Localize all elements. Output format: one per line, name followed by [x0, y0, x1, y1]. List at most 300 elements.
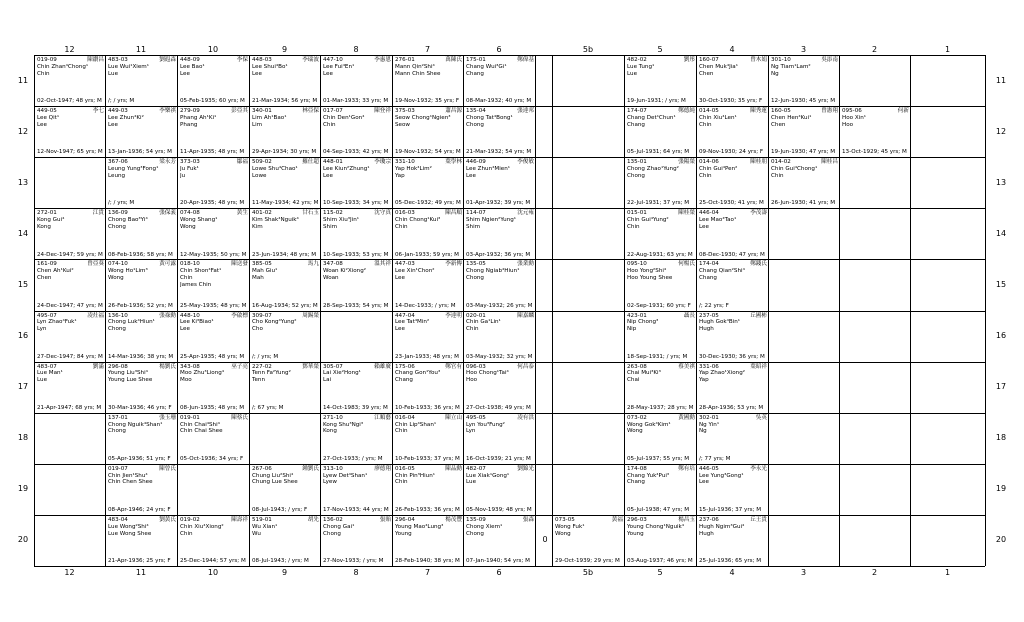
plot-id: 015-01	[627, 210, 647, 217]
english-name: Woan	[323, 275, 339, 282]
romanized-name: Lue Wui¹Xiem¹	[108, 63, 149, 70]
romanized-name: Chin Chai⁴Shi⁴	[180, 421, 220, 428]
plot-record-cell[interactable]	[464, 312, 535, 362]
romanized-name: Mann Qin²Shi⁴	[395, 63, 435, 70]
plot-id: 482-02	[627, 57, 647, 63]
plot-id: 074-08	[180, 210, 200, 217]
plot-id: 449-03	[108, 108, 128, 115]
plot-id: 135-04	[466, 108, 486, 115]
romanized-name: Kong Gui⁴	[37, 217, 65, 224]
plot-id: 073-05	[555, 516, 575, 523]
chinese-name: 陳桂昌	[821, 159, 838, 166]
chinese-name: 蕭昌源	[445, 108, 462, 115]
chinese-name: 陳曾氏	[159, 465, 176, 472]
romanized-name: Chong Ngiab⁴Hiun¹	[466, 268, 520, 275]
romanized-name: Lyew Det⁴Shan¹	[323, 472, 368, 479]
chinese-name: 陳立山	[445, 414, 462, 421]
chinese-name: 巫子亮	[231, 363, 248, 370]
death-date-age-sex: 04-Sep-1933; 42 yrs; M	[323, 149, 389, 156]
death-date-age-sex: /; / yrs; M	[108, 98, 135, 105]
romanized-name: Chin Den¹Gon⁴	[323, 114, 365, 121]
english-name: Chong	[627, 172, 645, 179]
english-name: Chang	[627, 479, 645, 486]
chinese-name: 張玉珊	[159, 414, 176, 421]
chinese-name: 鄭德純	[678, 108, 695, 115]
plot-record-cell[interactable]	[250, 465, 320, 515]
plot-id: 385-05	[252, 261, 272, 268]
column-label-top: 7	[424, 45, 431, 54]
plot-record-cell[interactable]	[393, 363, 463, 413]
english-name: Mann Chin Shee	[395, 70, 441, 77]
column-label-bottom: 1	[944, 568, 951, 577]
death-date-age-sex: 08-Jul-1943; / yrs; M	[252, 558, 309, 565]
plot-record-cell[interactable]	[321, 158, 392, 208]
plot-record-cell[interactable]	[697, 516, 768, 566]
romanized-name: Lue Xiak¹Gong¹	[466, 472, 510, 479]
plot-id: 373-03	[180, 159, 200, 166]
row-label-right: 19	[995, 484, 1007, 494]
romanized-name: Chen Ah¹Kui²	[37, 268, 74, 275]
death-date-age-sex: 05-Oct-1936; 34 yrs; F	[180, 455, 244, 462]
death-date-age-sex: /; 77 yrs; M	[699, 455, 731, 462]
column-label-top: 5b	[582, 45, 594, 54]
column-label-bottom: 6	[496, 568, 502, 577]
row-label-left: 14	[17, 228, 29, 238]
romanized-name: Chin Gui⁴Pen²	[699, 166, 738, 172]
death-date-age-sex: 03-May-1932; 26 yrs; M	[466, 302, 533, 309]
english-name: Chin	[771, 172, 784, 179]
plot-record-cell[interactable]	[393, 465, 463, 515]
chinese-name: 萬陳氏	[445, 57, 462, 63]
plot-record-cell[interactable]	[697, 312, 768, 362]
plot-record-cell[interactable]	[625, 260, 696, 310]
plot-record-cell[interactable]	[625, 414, 696, 464]
plot-record-cell[interactable]	[250, 107, 320, 157]
english-name: Kim	[252, 223, 263, 230]
death-date-age-sex: 24-Dec-1947; 59 yrs; M	[37, 251, 103, 258]
chinese-name: 李新傳	[445, 261, 462, 268]
chinese-name: 李啟標	[231, 312, 248, 319]
death-date-age-sex: 01-Mar-1933; 33 yrs; M	[323, 98, 389, 105]
plot-record-cell[interactable]	[769, 56, 839, 106]
chinese-name: 陳桂榮	[678, 210, 695, 217]
plot-record-cell[interactable]	[321, 465, 392, 515]
chinese-name: 丘國彬	[750, 312, 767, 319]
plot-record-cell[interactable]	[178, 363, 249, 413]
english-name: Lue	[108, 70, 119, 77]
plot-id: 401-02	[252, 210, 272, 217]
english-name: Chin	[395, 223, 408, 230]
plot-record-cell[interactable]	[393, 312, 463, 362]
plot-id: 302-01	[699, 414, 719, 421]
romanized-name: Kong Shu³Ngi³	[323, 421, 364, 428]
plot-record-cell[interactable]	[625, 56, 696, 106]
plot-id: 175-01	[466, 57, 486, 63]
english-name: Kong	[37, 223, 51, 230]
death-date-age-sex: 28-Feb-1940; 38 yrs; M	[395, 558, 460, 565]
plot-record-cell[interactable]	[393, 56, 463, 106]
english-name: Yap	[395, 172, 405, 179]
plot-record-cell[interactable]	[250, 363, 320, 413]
plot-record-cell[interactable]	[625, 312, 696, 362]
english-name: Lee	[323, 70, 333, 77]
chinese-name: 劉錦光	[517, 465, 534, 472]
column-label-bottom: 2	[871, 568, 878, 577]
chinese-name: 鍾劉氏	[302, 465, 319, 472]
chinese-name: 李永光	[750, 465, 767, 472]
romanized-name: Shim Ngien²Yung¹	[466, 217, 517, 224]
plot-record-cell[interactable]	[553, 516, 624, 566]
plot-id: 447-03	[395, 261, 415, 268]
death-date-age-sex: 10-Feb-1933; 36 yrs; M	[395, 404, 460, 411]
plot-record-cell[interactable]	[35, 56, 105, 106]
death-date-age-sex: 28-Sep-1933; 54 yrs; M	[323, 302, 389, 309]
chinese-name: 林亞保	[302, 108, 319, 115]
plot-id: 343-08	[180, 363, 200, 370]
romanized-name: Shim Xiu³Jin¹	[323, 217, 360, 224]
plot-record-cell[interactable]	[321, 516, 392, 566]
row-label-right: 17	[995, 382, 1007, 392]
plot-record-cell[interactable]	[106, 363, 177, 413]
plot-record-cell[interactable]	[178, 56, 249, 106]
chinese-name: 黃福	[611, 516, 623, 523]
plot-id: 016-04	[395, 414, 415, 421]
plot-record-cell[interactable]	[769, 158, 839, 208]
chinese-name: 劉黃氏	[159, 516, 176, 523]
chinese-name: 陳纘昌	[87, 57, 104, 63]
chinese-name: 陳壽祥	[231, 516, 248, 523]
chinese-name: 陳登祥	[374, 108, 391, 115]
chinese-name: 周錫榮	[302, 312, 319, 319]
plot-record-cell[interactable]	[321, 107, 392, 157]
romanized-name: Mah Giu¹	[252, 268, 278, 275]
chinese-name: 劉滿	[92, 363, 104, 370]
plot-id: 014-02	[771, 159, 791, 166]
plot-id: 446-05	[699, 465, 719, 472]
chinese-name: 李樂祺	[159, 108, 176, 115]
english-name: Lee	[108, 121, 118, 128]
chinese-name: 劉遐森	[159, 57, 176, 63]
romanized-name: Chin Chong¹Kui³	[395, 217, 441, 224]
plot-record-cell[interactable]	[393, 260, 463, 310]
row-label-right: 11	[995, 75, 1007, 85]
chinese-name: 李瓊宗	[374, 159, 391, 166]
plot-record-cell[interactable]	[697, 414, 768, 464]
english-name: Chin	[395, 428, 408, 435]
death-date-age-sex: 20-Apr-1935; 48 yrs; M	[180, 200, 245, 207]
death-date-age-sex: 05-Nov-1939; 48 yrs; M	[466, 507, 532, 514]
plot-record-cell[interactable]	[393, 209, 463, 259]
column-label-bottom: 5b	[582, 568, 594, 577]
english-name: James Chin	[180, 281, 212, 288]
plot-record-cell[interactable]	[178, 312, 249, 362]
chinese-name: 楊昌玉	[678, 516, 695, 523]
english-name: Hoo	[466, 377, 478, 384]
romanized-name: Lai Xie²Hong¹	[323, 370, 361, 377]
english-name: Shim	[323, 223, 338, 230]
plot-record-cell[interactable]	[697, 107, 768, 157]
romanized-name: Chai Mui³Ki³	[627, 370, 661, 377]
plot-record-cell[interactable]	[250, 312, 320, 362]
english-name: Young	[395, 530, 412, 537]
death-date-age-sex: 25-Jul-1936; 65 yrs; M	[699, 558, 762, 565]
romanized-name: Hoo Yong²Shi⁴	[627, 268, 667, 275]
english-name: Chin	[395, 479, 408, 486]
plot-record-cell[interactable]	[178, 260, 249, 310]
romanized-name: Young Chong¹Nguik⁴	[627, 523, 685, 530]
english-name: Lee	[395, 275, 405, 282]
plot-record-cell[interactable]	[625, 465, 696, 515]
chinese-name: 丘王貴	[750, 516, 767, 523]
plot-record-cell[interactable]	[106, 465, 177, 515]
death-date-age-sex: 05-Jul-1931; 64 yrs; M	[627, 149, 690, 156]
plot-record-cell[interactable]	[697, 209, 768, 259]
english-name: Lim	[252, 121, 263, 128]
plot-record-cell[interactable]	[178, 414, 249, 464]
plot-id: 160-07	[699, 57, 719, 63]
death-date-age-sex: /; 67 yrs; M	[252, 404, 284, 411]
plot-record-cell[interactable]	[106, 414, 177, 464]
english-name: Lee	[252, 70, 262, 77]
plot-id: 095-06	[842, 108, 862, 115]
plot-id: 014-05	[699, 108, 719, 115]
plot-record-cell[interactable]	[464, 56, 535, 106]
death-date-age-sex: 22-Jul-1931; 37 yrs; M	[627, 200, 690, 207]
plot-record-cell[interactable]	[697, 56, 768, 106]
romanized-name: Chong Gai¹	[323, 523, 355, 530]
plot-record-cell[interactable]	[178, 158, 249, 208]
english-name: Chin Chai Shee	[180, 428, 223, 435]
romanized-name: Chang Gon¹You³	[395, 370, 441, 377]
plot-id: 135-05	[466, 261, 486, 268]
plot-record-cell[interactable]	[464, 516, 535, 566]
death-date-age-sex: 27-Dec-1947; 84 yrs; M	[37, 353, 103, 360]
romanized-name: Wong Fuk¹	[555, 523, 585, 530]
plot-id: 276-01	[395, 57, 415, 63]
plot-record-cell[interactable]	[321, 209, 392, 259]
english-name: Tenn	[252, 377, 265, 384]
english-name: Lee	[37, 121, 47, 128]
plot-record-cell[interactable]	[250, 56, 320, 106]
row-label-right: 13	[995, 177, 1007, 187]
plot-record-cell[interactable]	[393, 414, 463, 464]
plot-record-cell[interactable]	[464, 107, 535, 157]
plot-id: 073-02	[627, 414, 647, 421]
english-name: Lyn	[466, 428, 476, 435]
plot-id: 331-10	[395, 159, 415, 166]
plot-record-cell[interactable]	[464, 158, 535, 208]
english-name: Young Lue Shee	[108, 377, 153, 384]
row-label-left: 11	[17, 75, 29, 85]
plot-record-cell[interactable]	[178, 516, 249, 566]
death-date-age-sex: 12-Nov-1947; 65 yrs; M	[37, 149, 103, 156]
plot-id: 509-02	[252, 159, 272, 166]
romanized-name: Young Mao⁴Lung³	[395, 523, 444, 530]
plot-id: 174-08	[627, 465, 647, 472]
plot-id: 296-08	[108, 363, 128, 370]
row-label-left: 12	[17, 126, 29, 136]
plot-record-cell[interactable]	[464, 209, 535, 259]
plot-record-cell[interactable]	[625, 107, 696, 157]
english-name: Lee	[699, 223, 709, 230]
death-date-age-sex: 25-Apr-1935; 48 yrs; M	[180, 353, 245, 360]
plot-record-cell[interactable]	[35, 107, 105, 157]
death-date-age-sex: 17-Nov-1933; 44 yrs; M	[323, 507, 389, 514]
plot-record-cell[interactable]	[625, 158, 696, 208]
death-date-age-sex: 14-Mar-1936; 38 yrs; M	[108, 353, 174, 360]
chinese-name: 李俊敏	[517, 159, 534, 166]
row-label-left: 20	[17, 535, 29, 545]
romanized-name: Chin Shon⁴Fat¹	[180, 268, 222, 275]
plot-record-cell[interactable]	[35, 260, 105, 310]
chinese-name: 何新	[897, 108, 909, 115]
plot-record-cell[interactable]	[464, 465, 535, 515]
plot-record-cell[interactable]	[769, 107, 839, 157]
death-date-age-sex: 25-Oct-1930; 41 yrs; M	[699, 200, 764, 207]
plot-id: 296-04	[395, 516, 415, 523]
chinese-name: 張業勳	[517, 261, 534, 268]
death-date-age-sex: 08-Apr-1946; 24 yrs; F	[108, 507, 171, 514]
romanized-name: Lee Bao¹	[180, 63, 205, 70]
death-date-age-sex: 29-Apr-1934; 30 yrs; M	[252, 149, 317, 156]
chinese-name: 鄭偉基	[517, 57, 534, 63]
chinese-name: 梁永芳	[159, 159, 176, 166]
english-name: Chung Lue Shee	[252, 479, 298, 486]
plot-record-cell[interactable]	[697, 363, 768, 413]
plot-record-cell[interactable]	[106, 260, 177, 310]
chinese-name: 李茂濤	[750, 210, 767, 217]
death-date-age-sex: 05-Apr-1936; 51 yrs; F	[108, 455, 171, 462]
plot-id: 016-05	[395, 465, 415, 472]
chinese-name: 甘石玉	[302, 210, 319, 217]
romanized-name: Chung Liu²Shi⁴	[252, 472, 294, 479]
plot-record-cell[interactable]	[321, 260, 392, 310]
plot-record-cell[interactable]	[106, 209, 177, 259]
plot-record-cell[interactable]	[250, 260, 320, 310]
plot-record-cell[interactable]	[250, 158, 320, 208]
chinese-name: 江貴	[92, 210, 104, 217]
plot-record-cell[interactable]	[178, 209, 249, 259]
romanized-name: Chen Hen⁴Kui¹	[771, 114, 812, 121]
plot-id: 309-07	[252, 312, 272, 319]
column-label-top: 1	[944, 45, 951, 54]
death-date-age-sex: 26-Feb-1936; 52 yrs; M	[108, 302, 173, 309]
english-name: Chin	[699, 172, 712, 179]
column-label-top: 3	[800, 45, 807, 54]
plot-id: 423-01	[627, 312, 647, 319]
plot-id: 375-03	[395, 108, 415, 115]
english-name: Chin Chen Shee	[108, 479, 153, 486]
english-name: Nip	[627, 326, 637, 333]
plot-record-cell[interactable]	[697, 158, 768, 208]
row-label-right: 20	[995, 535, 1007, 545]
english-name: Yap	[699, 377, 709, 384]
plot-record-cell[interactable]	[35, 363, 105, 413]
death-date-age-sex: 28-Apr-1936; 53 yrs; M	[699, 404, 764, 411]
plot-record-cell[interactable]	[464, 414, 535, 464]
plot-record-cell[interactable]	[106, 107, 177, 157]
plot-id: 263-08	[627, 363, 647, 370]
romanized-name: Lowe Shu⁴Chao¹	[252, 166, 298, 172]
death-date-age-sex: /; / yrs; M	[252, 353, 279, 360]
plot-record-cell[interactable]	[393, 516, 463, 566]
plot-record-cell[interactable]	[178, 107, 249, 157]
plot-record-cell[interactable]	[697, 465, 768, 515]
plot-record-cell[interactable]	[840, 107, 910, 157]
english-name: Kong	[323, 428, 337, 435]
plot-record-cell[interactable]	[106, 56, 177, 106]
english-name: Lyew	[323, 479, 337, 486]
plot-record-cell[interactable]	[106, 312, 177, 362]
romanized-name: Ng Yin¹	[699, 421, 720, 428]
plot-record-cell[interactable]	[625, 209, 696, 259]
plot-id: 483-03	[108, 57, 128, 63]
plot-record-cell[interactable]	[393, 107, 463, 157]
death-date-age-sex: 19-Jun-1931; / yrs; M	[627, 98, 686, 105]
plot-id: 447-04	[395, 312, 415, 319]
plot-record-cell[interactable]	[625, 363, 696, 413]
plot-record-cell[interactable]	[250, 209, 320, 259]
plot-record-cell[interactable]	[464, 363, 535, 413]
death-date-age-sex: 05-Dec-1932; 49 yrs; M	[395, 200, 461, 207]
plot-record-cell[interactable]	[35, 312, 105, 362]
romanized-name: Chong Luk⁴Hiun¹	[108, 319, 155, 326]
chinese-name: 曾木娟	[750, 57, 767, 63]
death-date-age-sex: 30-Mar-1936; 46 yrs; F	[108, 404, 172, 411]
death-date-age-sex: 10-Sep-1933; 53 yrs; M	[323, 251, 389, 258]
plot-id: 114-07	[466, 210, 486, 217]
english-name: Lee	[180, 326, 190, 333]
plot-record-cell[interactable]	[250, 516, 320, 566]
plot-record-cell[interactable]	[697, 260, 768, 310]
plot-record-cell[interactable]	[321, 414, 392, 464]
plot-record-cell[interactable]	[321, 363, 392, 413]
death-date-age-sex: 01-Apr-1932; 39 yrs; M	[466, 200, 531, 207]
plot-id: 296-03	[627, 516, 647, 523]
romanized-name: Chin Pin³Hiun¹	[395, 472, 436, 479]
death-date-age-sex: 16-Aug-1934; 52 yrs; M	[252, 302, 318, 309]
plot-record-cell[interactable]	[393, 158, 463, 208]
death-date-age-sex: 08-Feb-1936; 58 yrs; M	[108, 251, 173, 258]
english-name: Lue	[627, 70, 638, 77]
death-date-age-sex: 06-Jan-1933; 59 yrs; M	[395, 251, 459, 258]
romanized-name: Lee Zhun⁴Mien¹	[466, 166, 510, 172]
chinese-name: 李保	[236, 57, 248, 63]
plot-id: 448-03	[252, 57, 272, 63]
plot-record-cell[interactable]	[35, 209, 105, 259]
english-name: Lai	[323, 377, 332, 384]
column-label-bottom: 9	[281, 568, 288, 577]
romanized-name: Chang Yuk⁴Pui³	[627, 472, 670, 479]
plot-record-cell[interactable]	[464, 260, 535, 310]
chinese-name: 李惠恩	[374, 57, 391, 63]
plot-record-cell[interactable]	[321, 56, 392, 106]
death-date-age-sex: 21-Mar-1934; 56 yrs; M	[252, 98, 318, 105]
english-name: Hugh	[699, 326, 714, 333]
plot-record-cell[interactable]	[106, 158, 177, 208]
romanized-name: Lee Kiun²Zhung¹	[323, 166, 370, 172]
english-name: Leung	[108, 172, 126, 179]
plot-id: 448-10	[180, 312, 200, 319]
plot-record-cell[interactable]	[625, 516, 696, 566]
plot-record-cell[interactable]	[106, 516, 177, 566]
plot-id: 095-10	[627, 261, 647, 268]
chinese-name: 李瑞波	[302, 57, 319, 63]
english-name: Chang	[395, 377, 413, 384]
romanized-name: Lyn Zhao⁴Fuk¹	[37, 319, 77, 326]
death-date-age-sex: 23-Jun-1934; 48 yrs; M	[252, 251, 317, 258]
romanized-name: Chong Zhao¹Yung²	[627, 166, 679, 172]
